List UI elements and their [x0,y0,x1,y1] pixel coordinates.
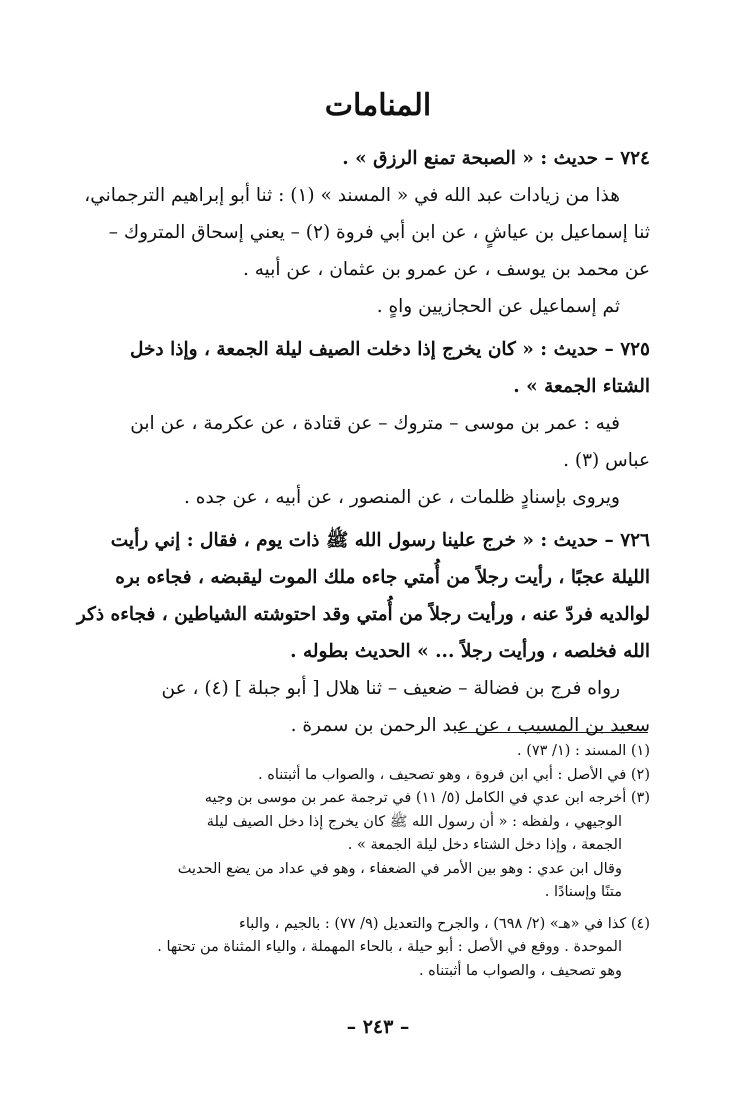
entry-724 [84,140,650,325]
hadith-heading: الليلة عجبًا ، رأيت رجلاً من أُمتي جاءه ملك الموت ليقبضه ، فجاءه بره [115,567,650,588]
text-line: عن محمد بن يوسف ، عن عمرو بن عثمان ، عن أبيه . [242,259,650,280]
text-line: رواه فرج بن فضالة – ضعيف – ثنا هلال [ أبو جبلة ] (٤) ، عن [161,678,620,699]
footnote-divider [458,732,648,733]
hadith-heading: الله فخلصه ، ورأيت رجلاً ... » الحديث بطوله . [290,641,650,662]
text-line: ويروى بإسنادٍ ظلمات ، عن المنصور ، عن أبيه ، عن جده . [184,487,620,508]
hadith-heading: لوالديه فردّ عنه ، ورأيت رجلاً من أُمتي وقد احتوشته الشياطين ، فجاءه ذكر [76,604,650,625]
hadith-heading: الشتاء الجمعة » . [513,376,650,397]
text-line: ثنا إسماعيل بن عياشٍ ، عن ابن أبي فروة (٢) – يعني إسحاق المتروك – [108,222,650,243]
footnote-4-cont: وهو تصحيف ، والصواب ما أثبتناه . [418,962,622,979]
hadith-heading: ٧٢٥ – حديث : « كان يخرج إذا دخلت الصيف ليلة الجمعة ، وإذا دخل [129,339,650,360]
main-text [76,140,650,750]
text-line: فيه : عمر بن موسى – متروك – عن قتادة ، عن عكرمة ، عن ابن [130,413,620,434]
footnote-3: (٣) أخرجه ابن عدي في الكامل (٥/ ١١) في ترجمة عمر بن موسى بن وجيه [204,790,650,806]
footnotes [108,740,650,983]
text-line: ثم إسماعيل عن الحجازيين واهٍ . [376,296,620,317]
hadith-heading: ٧٢٦ – حديث : « خرج علينا رسول الله ﷺ ذات يوم ، فقال : إني رأيت [110,530,650,551]
footnote-3-cont: الجمعة ، وإذا دخل الشتاء دخل ليلة الجمعة » . [347,837,622,853]
footnote-4: (٤) كذا في «هـ» (٢/ ٦٩٨) ، والجرح والتعديل (٩/ ٧٧) : بالجيم ، والباء [239,915,650,932]
page-number: – ٢٤٣ – [346,1016,410,1038]
text-line: عباس (٣) . [563,450,650,471]
hadith-heading: ٧٢٤ – حديث : « الصبحة تمنع الرزق » . [342,148,650,169]
running-head-title: المنامات [324,88,432,123]
footnote-3-comment: وقال ابن عدي : وهو بين الأمر في الضعفاء ، وهو في عداد من يضع الحديث [177,860,622,877]
entry-725 [108,331,650,516]
text-line: هذا من زيادات عبد الله في « المسند » (١) : ثنا أبو إبراهيم الترجماني، [84,185,620,206]
footnote-2: (٢) في الأصل : أبي ابن فروة ، وهو تصحيف ، والصواب ما أثبتناه . [258,766,650,783]
footnote-3-cont: الوجيهي ، ولفظه : « أن رسول الله ﷺ كان يخرج إذا دخل الصيف ليلة [206,813,622,830]
entry-726 [76,522,650,744]
text-line: سعيد بن المسيب ، عن عبد الرحمن بن سمرة . [290,715,650,736]
footnote-3-comment: متنًا وإسنادًا . [544,884,622,900]
footnote-4-cont: الموحدة . ووقع في الأصل : أبو حيلة ، بالحاء المهملة ، والياء المثناة من تحتها . [157,939,622,955]
footnote-1: (١) المسند : (١/ ٧٣) . [516,743,650,759]
